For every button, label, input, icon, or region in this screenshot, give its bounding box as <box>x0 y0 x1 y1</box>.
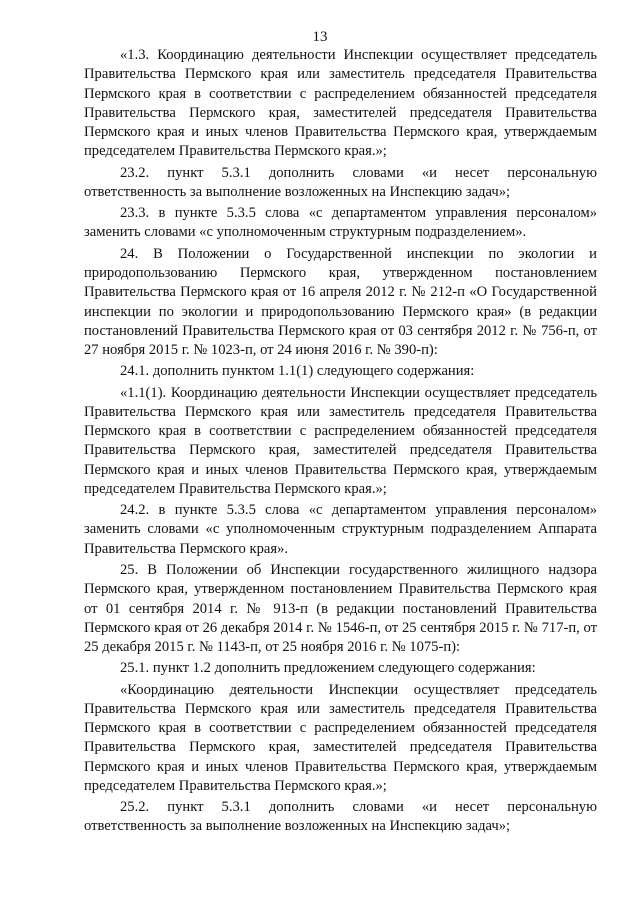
paragraph-1-1-1-quote: «1.1(1). Координацию деятельности Инспекции осуществляет председатель Правительства Пермского края или заместитель председателя Правительства Пермского края в соответствии с распределением обязанностей председателя Правительства Пермского края, заместителей председателя Правительства Пермского края и иных членов Правительства Пермского края, утверждаемым председателем Правительства Пермского края.»; <box>84 384 597 497</box>
paragraph-24-1: 24.1. дополнить пунктом 1.1(1) следующего содержания: <box>120 363 475 380</box>
paragraph-coordination-quote: «Координацию деятельности Инспекции осуществляет председатель Правительства Пермского края или заместитель председателя Правительства Пермского края в соответствии с распределением обязанностей председателя Правительства Пермского края, заместителей председателя Правительства Пермского края и иных членов Правительства Пермского края, утверждаемым председателем Правительства Пермского края.»; <box>84 681 597 794</box>
paragraph-24: 24. В Положении о Государственной инспекции по экологии и природопользованию Пермского края, утвержденном постановлением Правительства Пермского края от 16 апреля 2012 г. № 212-п «О Государственной инспекции по экологии и природопользованию Пермского края» (в редакции постановлений Правительства Пермского края от 03 сентября 2012 г. № 756-п, от 27 ноября 2015 г. № 1023-п, от 24 июня 2016 г. № 390-п): <box>84 245 597 359</box>
page-number: 13 <box>312 29 328 45</box>
paragraph-23-2: 23.2. пункт 5.3.1 дополнить словами «и несет персональную ответственность за выполнение возложенных на Инспекцию задач»; <box>84 164 597 200</box>
paragraph-24-2: 24.2. в пункте 5.3.5 слова «с департаментом управления персоналом» заменить словами «с уполномоченным структурным подразделением Аппарата Правительства Пермского края». <box>84 502 597 557</box>
paragraph-25-1: 25.1. пункт 1.2 дополнить предложением следующего содержания: <box>120 660 536 677</box>
paragraph-25-2: 25.2. пункт 5.3.1 дополнить словами «и несет персональную ответственность за выполнение возложенных на Инспекцию задач»; <box>84 799 597 835</box>
paragraph-23-3: 23.3. в пункте 5.3.5 слова «с департаментом управления персоналом» заменить словами «с уполномоченным структурным подразделением». <box>84 205 597 241</box>
paragraph-25: 25. В Положении об Инспекции государственного жилищного надзора Пермского края, утвержденном постановлением Правительства Пермского края от 01 сентября 2014 г. № 913-п (в редакции постановлений Правительства Пермского края от 26 декабря 2014 г. № 1546-п, от 25 сентября 2015 г. № 717-п, от 25 декабря 2015 г. № 1143-п, от 25 ноября 2016 г. № 1075-п): <box>84 561 597 656</box>
paragraph-1-3-quote: «1.3. Координацию деятельности Инспекции осуществляет председатель Правительства Пермского края или заместитель председателя Правительства Пермского края в соответствии с распределением обязанностей председателя Правительства Пермского края, заместителей председателя Правительства Пермского края и иных членов Правительства Пермского края, утверждаемым председателем Правительства Пермского края.»; <box>84 47 597 160</box>
document-body <box>84 46 597 839</box>
